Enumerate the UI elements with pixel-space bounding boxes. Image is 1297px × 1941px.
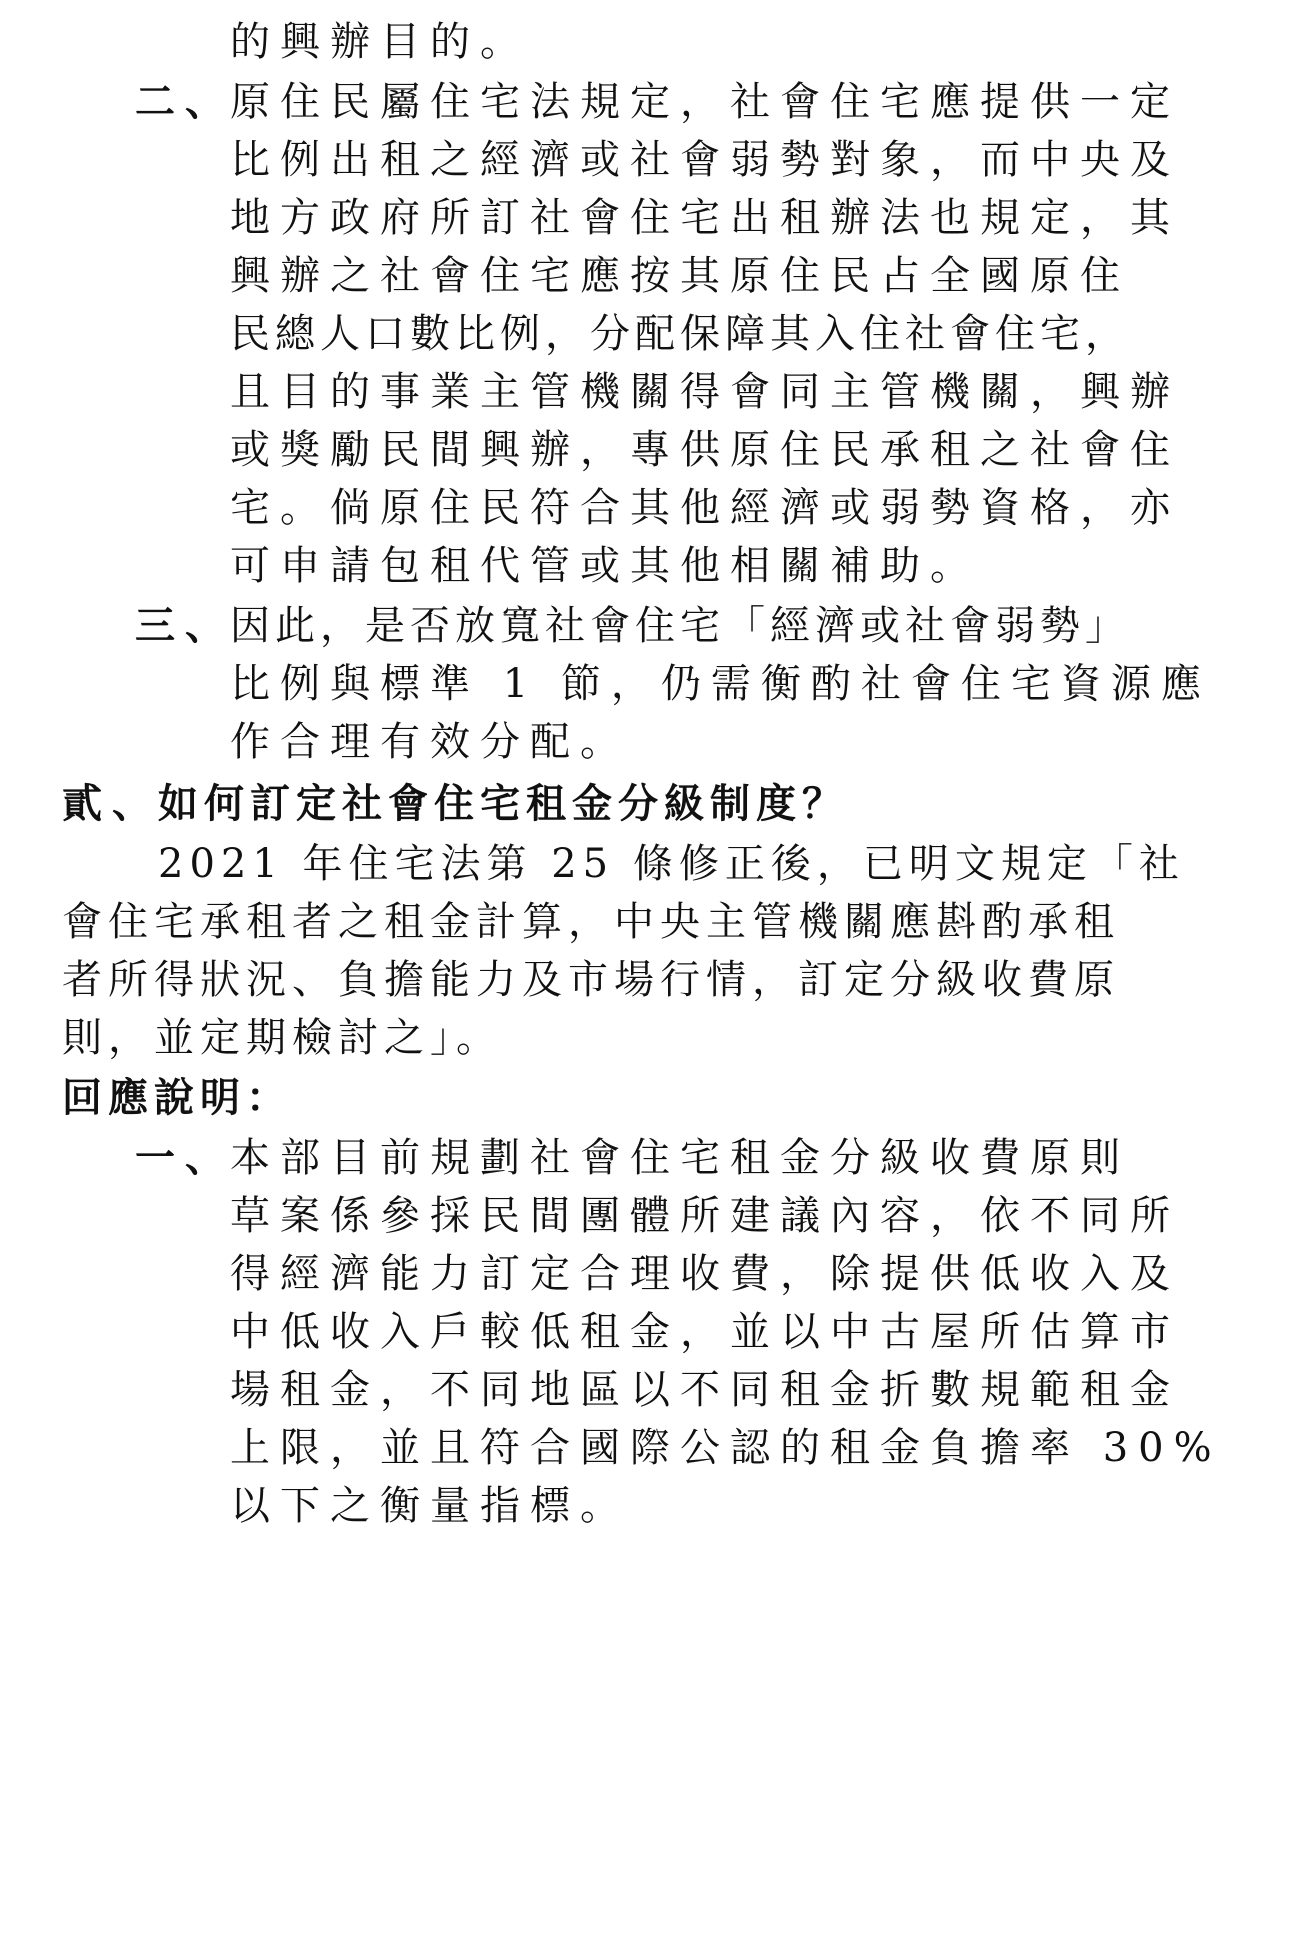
section2-paragraph-line: 2021 年住宅法第 25 條修正後，已明文規定「社: [158, 841, 1185, 887]
response-item1-line: 草案係參採民間團體所建議內容，依不同所: [230, 1193, 1180, 1239]
item2-line: 興辦之社會住宅應按其原住民占全國原住: [230, 253, 1130, 299]
item3-line: 因此，是否放寬社會住宅「經濟或社會弱勢」: [230, 603, 1130, 649]
item2-line: 原住民屬住宅法規定，社會住宅應提供一定: [230, 79, 1180, 125]
response-item1-line: 中低收入戶較低租金，並以中古屋所估算市: [230, 1309, 1180, 1355]
item2-line: 民總人口數比例，分配保障其入住社會住宅，: [230, 311, 1130, 357]
item2-marker: 二、: [135, 78, 235, 125]
item3-line: 比例與標準 1 節，仍需衡酌社會住宅資源應: [230, 661, 1211, 707]
item2-line: 地方政府所訂社會住宅出租辦法也規定，其: [230, 195, 1180, 241]
item1-continuation: 的興辦目的。: [230, 19, 530, 65]
item3-line: 作合理有效分配。: [230, 719, 630, 765]
section2-paragraph-line: 會住宅承租者之租金計算，中央主管機關應斟酌承租: [62, 899, 1120, 945]
response-item1-line: 得經濟能力訂定合理收費，除提供低收入及: [230, 1251, 1180, 1297]
section2-paragraph-line: 者所得狀況、負擔能力及市場行情，訂定分級收費原: [62, 957, 1120, 1003]
item2-line: 或獎勵民間興辦，專供原住民承租之社會住: [230, 427, 1180, 473]
section2-marker: 貳、: [62, 780, 162, 827]
response-item1-marker: 一、: [135, 1134, 235, 1181]
item2-line: 比例出租之經濟或社會弱勢對象，而中央及: [230, 137, 1180, 183]
response-item1-line: 以下之衡量指標。: [230, 1483, 630, 1529]
section2-title: 如何訂定社會住宅租金分級制度？: [158, 780, 848, 827]
item2-line: 且目的事業主管機關得會同主管機關，興辦: [230, 369, 1180, 415]
item2-line: 宅。倘原住民符合其他經濟或弱勢資格，亦: [230, 485, 1180, 531]
response-item1-line: 上限，並且符合國際公認的租金負擔率 30%: [230, 1425, 1222, 1471]
response-item1-line: 本部目前規劃社會住宅租金分級收費原則: [230, 1135, 1130, 1181]
response-heading: 回應說明：: [62, 1074, 292, 1121]
item3-marker: 三、: [135, 602, 235, 649]
response-item1-line: 場租金，不同地區以不同租金折數規範租金: [230, 1367, 1180, 1413]
item2-line: 可申請包租代管或其他相關補助。: [230, 543, 980, 589]
section2-paragraph-line: 則，並定期檢討之」。: [62, 1015, 502, 1061]
